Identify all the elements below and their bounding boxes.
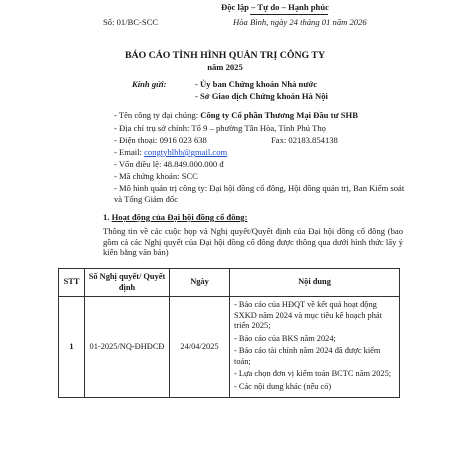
section-title: Hoạt động của Đại hội đồng cổ đông: bbox=[111, 212, 248, 222]
content-item: - Báo cáo tài chính năm 2024 đã được kiểm toán; bbox=[234, 346, 381, 366]
stock-code: - Mã chứng khoán: SCC bbox=[114, 171, 198, 181]
company-name: Công ty Cổ phần Thương Mại Đầu tư SHB bbox=[200, 110, 358, 120]
header-resolution-number: Số Nghị quyết/ Quyết định bbox=[85, 269, 170, 297]
content-item: - Lựa chọn đơn vị kiểm toán BCTC năm 2025; bbox=[234, 369, 392, 378]
resolutions-table bbox=[58, 268, 400, 398]
cell-stt: 1 bbox=[59, 297, 85, 398]
cell-resolution-number: 01-2025/NQ-ĐHĐCĐ bbox=[85, 297, 170, 398]
email-link[interactable]: congtyhlhb@gmail.com bbox=[144, 147, 228, 157]
company-phone: - Điện thoại: 0916 023 638 bbox=[114, 135, 207, 145]
company-name-label: - Tên công ty đại chúng: bbox=[114, 110, 201, 120]
header-stt: STT bbox=[59, 269, 85, 297]
company-address: - Địa chỉ trụ sở chính: Tổ 9 – phường Tân Hòa, Tỉnh Phú Thọ bbox=[114, 123, 326, 133]
company-email-line bbox=[114, 147, 227, 158]
place-date: Hòa Bình, ngày 24 tháng 01 năm 2026 bbox=[233, 17, 367, 27]
motto-underline bbox=[250, 14, 328, 15]
recipient-item: - Ủy ban Chứng khoán Nhà nước bbox=[195, 79, 318, 89]
cell-content bbox=[230, 297, 400, 398]
content-item: - Các nội dung khác (nếu có) bbox=[234, 381, 332, 391]
section-1-paragraph: Thông tin về các cuộc họp và Nghị quyết/Quyết định của Đại hội đồng cổ đông (bao gồm cả các Nghị quyết của Đại hội đồng cổ đông được thông qua dưới hình thức lấy ý kiến bằng văn bản) bbox=[103, 226, 403, 258]
section-1-heading bbox=[103, 212, 247, 223]
content-item: - Báo cáo của BKS năm 2024; bbox=[234, 333, 336, 343]
content-item: - Báo cáo của HĐQT về kết quả hoạt động SXKD năm 2024 và mục tiêu kế hoạch phát triển 2025; bbox=[234, 300, 382, 330]
report-title: BÁO CÁO TÌNH HÌNH QUẢN TRỊ CÔNG TY bbox=[124, 50, 326, 61]
document-number: Số: 01/BC-SCC bbox=[103, 17, 159, 27]
report-year: năm 2025 bbox=[207, 62, 243, 72]
national-motto: Độc lập – Tự do – Hạnh phúc bbox=[221, 2, 329, 12]
charter-capital: - Vốn điều lệ: 48.849.000.000 đ bbox=[114, 159, 224, 169]
recipients-label: Kính gửi: bbox=[132, 79, 167, 89]
cell-date: 24/04/2025 bbox=[170, 297, 230, 398]
recipient-item: - Sở Giao dịch Chứng khoán Hà Nội bbox=[195, 91, 328, 101]
section-number: 1. bbox=[103, 212, 112, 222]
table-header-row bbox=[59, 269, 400, 297]
header-content: Nội dung bbox=[230, 269, 400, 297]
email-label: - Email: bbox=[114, 147, 145, 157]
table-row bbox=[59, 297, 400, 398]
header-date: Ngày bbox=[170, 269, 230, 297]
company-name-line bbox=[114, 110, 358, 121]
company-fax: Fax: 02183.854138 bbox=[271, 135, 338, 145]
governance-model: - Mô hình quản trị công ty: Đại hội đồng cổ đông, Hội đồng quản trị, Ban Kiểm soát và Tổng Giám đốc bbox=[114, 183, 405, 204]
